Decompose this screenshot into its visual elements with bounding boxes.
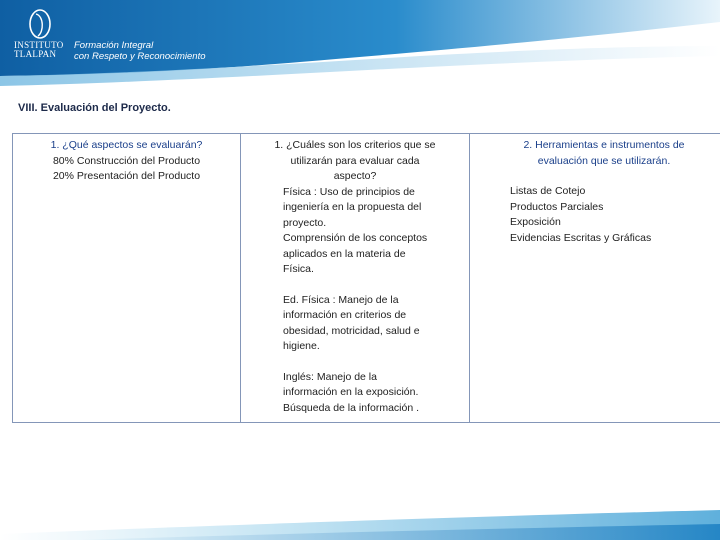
tool-item: Listas de Cotejo bbox=[510, 185, 586, 197]
criteria-block-ed-fisica bbox=[247, 293, 463, 355]
criteria-line: ingeniería en la propuesta del bbox=[283, 201, 422, 213]
tool-item: Evidencias Escritas y Gráficas bbox=[510, 231, 652, 244]
evaluation-table bbox=[12, 133, 720, 423]
tool-item: Exposición bbox=[510, 216, 561, 228]
tools-heading-line: evaluación que se utilizarán. bbox=[537, 154, 671, 167]
criteria-heading bbox=[247, 138, 463, 185]
criteria-line: información en criterios de bbox=[283, 309, 407, 321]
criteria-line: aplicados en la materia de bbox=[283, 247, 406, 260]
tagline-line-2: con Respeto y Reconocimiento bbox=[74, 51, 206, 62]
table-row bbox=[13, 134, 720, 423]
tools-heading-line: 2. Herramientas e instrumentos de bbox=[523, 139, 685, 151]
aspect-item: 80% Construcción del Producto bbox=[52, 154, 201, 167]
criteria-line: Ed. Física : Manejo de la bbox=[283, 293, 399, 306]
spacer bbox=[247, 355, 463, 370]
aspects-heading: 1. ¿Qué aspectos se evaluarán? bbox=[50, 139, 203, 151]
tagline-line-1: Formación Integral bbox=[74, 40, 154, 51]
aspects-cell bbox=[13, 134, 241, 423]
spacer bbox=[476, 169, 720, 184]
criteria-line: higiene. bbox=[283, 340, 320, 352]
logo-line-1: INSTITUTO bbox=[14, 40, 64, 50]
criteria-line: proyecto. bbox=[283, 216, 327, 229]
criteria-heading-line: utilizarán para evaluar cada bbox=[290, 154, 420, 167]
criteria-line: Búsqueda de la información . bbox=[283, 401, 420, 414]
tool-item: Productos Parciales bbox=[510, 200, 604, 213]
criteria-line: Inglés: Manejo de la bbox=[283, 370, 377, 383]
logo-line-2: TLALPAN bbox=[14, 49, 57, 59]
criteria-line: obesidad, motricidad, salud e bbox=[283, 324, 420, 337]
criteria-cell bbox=[241, 134, 470, 423]
footer-wave bbox=[0, 500, 720, 540]
tools-cell bbox=[470, 134, 720, 423]
spacer bbox=[247, 278, 463, 293]
tagline bbox=[74, 40, 206, 62]
criteria-block-ingles bbox=[247, 370, 463, 417]
section-title: VIII. Evaluación del Proyecto. bbox=[18, 102, 171, 114]
criteria-line: Comprensión de los conceptos bbox=[283, 232, 428, 244]
logo-wordmark bbox=[14, 41, 64, 59]
tools-heading bbox=[476, 138, 720, 169]
criteria-line: información en la exposición. bbox=[283, 386, 419, 398]
criteria-heading-line: aspecto? bbox=[333, 170, 377, 182]
aspect-item: 20% Presentación del Producto bbox=[52, 170, 201, 182]
criteria-line: Física : Uso de principios de bbox=[283, 185, 415, 198]
criteria-line: Física. bbox=[283, 263, 314, 275]
tools-list bbox=[476, 184, 720, 246]
criteria-block-fisica bbox=[247, 185, 463, 278]
criteria-heading-line: 1. ¿Cuáles son los criterios que se bbox=[274, 139, 436, 151]
